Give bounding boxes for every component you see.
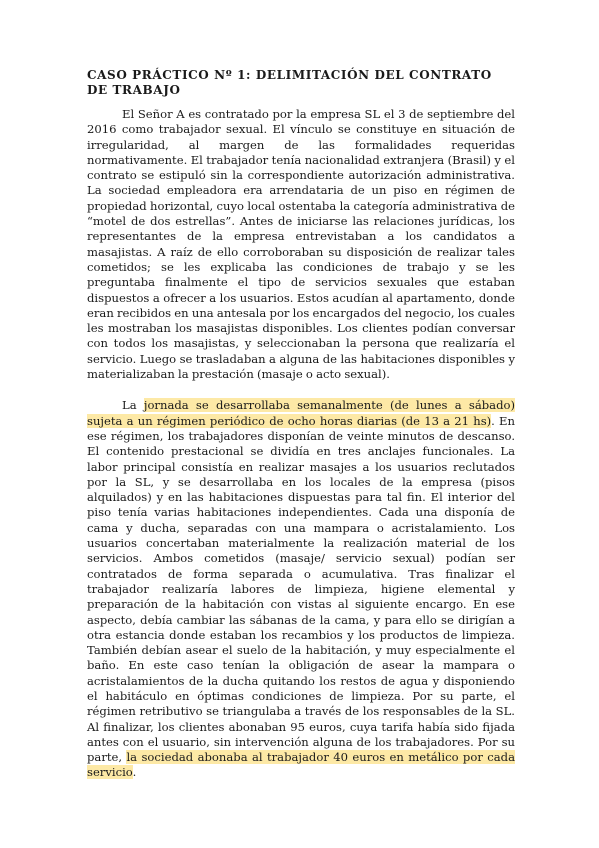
- highlight-payment: la sociedad abonaba al trabajador 40 euros en metálico por cada servicio: [87, 750, 515, 780]
- paragraph-2-lead: La: [122, 398, 144, 413]
- document-page: [87, 68, 515, 781]
- paragraph-1: El Señor A es contratado por la empresa SL el 3 de septiembre del 2016 como trabajador sexual. El vínculo se constituye en situación de irregularidad, al margen de las formalidades requeridas normativamente. El trabajador tenía nacionalidad extranjera (Brasil) y el contrato se estipuló sin la correspondiente autorización administrativa. La sociedad empleadora era arrendataria de un piso en régimen de propiedad horizontal, cuyo local ostentaba la categoría administrativa de “motel de dos estrellas”. Antes de iniciarse las relaciones jurídicas, los representantes de la empresa entrevistaban a los candidatos a masajistas. A raíz de ello corroboraban su disposición de realizar tales cometidos; se les explicaba las condiciones de trabajo y se les preguntaba finalmente el tipo de servicios sexuales que estaban dispuestos a ofrecer a los usuarios. Estos acudían al apartamento, donde eran recibidos en una antesala por los encargados del negocio, los cuales les mostraban los masajistas disponibles. Los clientes podían conversar con todos los masajistas, y seleccionaban la persona que realizaría el servicio. Luego se trasladaban a alguna de las habitaciones disponibles y materializaban la prestación (masaje o acto sexual).: [87, 107, 515, 382]
- paragraph-2-end: .: [132, 765, 137, 780]
- highlight-schedule: jornada se desarrollaba semanalmente (de lunes a sábado) sujeta a un régimen periódico de ocho horas diarias (de 13 a 21 hs): [87, 398, 516, 428]
- paragraph-2: [87, 398, 515, 780]
- document-title: CASO PRÁCTICO Nº 1: DELIMITACIÓN DEL CONTRATO DE TRABAJO: [87, 68, 492, 97]
- paragraph-2-body: . En ese régimen, los trabajadores disponían de veinte minutos de descanso. El contenido prestacional se dividía en tres anclajes funcionales. La labor principal consistía en realizar masajes a los usuarios reclutados por la SL, y se desarrollaba en los locales de la empresa (pisos alquilados) y en las habitaciones dispuestas para tal fin. El interior del piso tenía varias habitaciones independientes. Cada una disponía de cama y ducha, separadas con una mampara o acristalamiento. Los usuarios concertaban materialmente la realización material de los servicios. Ambos cometidos (masaje/ servicio sexual) podían ser contratados de forma separada o acumulativa. Tras finalizar el trabajador realizaría labores de limpieza, higiene elemental y preparación de la habitación con vistas al siguiente encargo. En ese aspecto, debía cambiar las sábanas de la cama, y para ello se dirigían a otra estancia donde estaban los recambios y los productos de limpieza. También debían asear el suelo de la habitación, y muy especialmente el baño. En este caso tenían la obligación de asear la mampara o acristalamientos de la ducha quitando los restos de agua y disponiendo el habitáculo en óptimas condiciones de limpieza. Por su parte, el régimen retributivo se triangulaba a través de los responsables de la SL. Al finalizar, los clientes abonaban 95 euros, cuya tarifa había sido fijada antes con el usuario, sin intervención alguna de los trabajadores. Por su parte,: [87, 413, 515, 765]
